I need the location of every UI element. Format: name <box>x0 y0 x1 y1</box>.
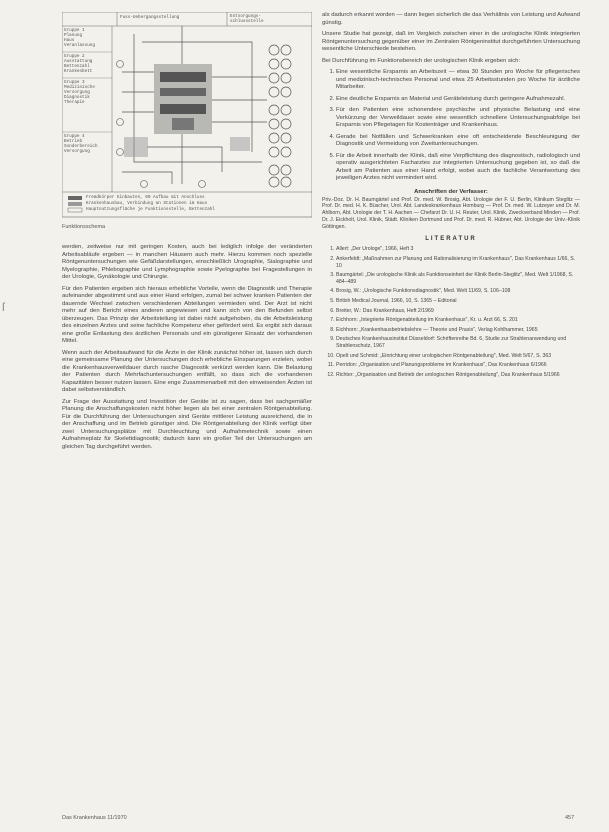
footer-journal: Das Krankenhaus 11/1970 <box>62 815 127 821</box>
reference-item: 2. Ankerfeldt: „Maßnahmen zur Planung und Rationalisierung im Krankenhaus", Das Krankenhaus 1/66, S. 10 <box>336 256 580 269</box>
left-paragraph-3: Wenn auch der Arbeitsaufwand für die Ärzte in der Klinik zunächst höher ist, lassen sich durch eine gemeinsame Planung der Untersuchungen doch erhebliche Einsparungen erzielen, wobei die Krankenhausverweildauer durch rasche Diagnostik verkürzt werden kann. Die Belastung der Patienten durch Mehrfachuntersuchungen entfällt, so dass sich die vorhandenen Kapazitäten besser nutzen lassen. Eine enge Zusammenarbeit mit den einweisenden Ärzten ist dabei selbstverständlich. <box>62 349 312 393</box>
list-item: 2. Eine deutliche Ersparnis an Material und Geräteleistung durch geringere Aufnahmezahl. <box>336 96 580 104</box>
reference-item: 5. British Medical Journal, 1966, 10, S. 1365 – Editorial <box>336 298 580 305</box>
function-diagram <box>62 12 312 222</box>
diagram-legend-1: Fremdkörper Einbauten, 00 Aufbau mit Anschluss <box>86 195 205 200</box>
right-paragraph-3: Bei Durchführung im Funktionsbereich der urologischen Klinik ergeben sich: <box>322 57 521 64</box>
reference-item: 11. Perridon: „Organisation und Planungsprobleme im Krankenhaus", Das Krankenhaus 6/1966 <box>336 362 580 369</box>
diagram-group-4: Gruppe 4 Betrieb Sonderbereich Versorgung <box>64 134 98 154</box>
diagram-legend-2: Krankenhausbau, Verbindung an Stationen im Haus <box>86 201 208 206</box>
reference-item: 7. Eichhorn: „Integrierte Röntgenabteilung im Krankenhaus", Kr. u. Arzt 66, S. 201 <box>336 317 580 324</box>
reference-list <box>322 246 580 378</box>
list-item: 3. Für den Patienten eine schonendere psychische und physische Belastung und eine Verkürzung der Verweildauer sowie eine wesentlich schnellere Untersuchungsabfolge bei Ersparnis von Pflegetagen für Kostenträger und Krankenhaus. <box>336 107 580 130</box>
right-paragraph-1: als dadurch erkannt worden — dann liegen sicherlich die das Verhältnis von Leistung und Aufwand günstig. <box>322 12 580 26</box>
list-item: 5. Für die Arbeit innerhalb der Klinik, daß eine Verpflichtung des diagnostisch, radiologisch und operativ ausgerichteten Facharztes zur integrierten Untersuchung gegeben ist, so daß die Arbeit am Patienten aus einer Hand erfolgt, wobei auch die fachliche Verantwortung des jeweiligen Arztes nicht vermindert wird. <box>336 153 580 183</box>
reference-item: 1. Allert: „Der Urologe", 1966, Heft 3 <box>336 246 580 253</box>
reference-item: 10. Opelt und Schmid: „Einrichtung einer urologischen Röntgenabteilung", Med. Welt 5/67, S. 363 <box>336 353 580 360</box>
authors-heading: Anschriften der Verfasser: <box>414 188 488 195</box>
reference-item: 3. Baumgärtel: „Die urologische Klinik als Funktionseinheit der Klinik Berlin-Steglitz", Med. Welt 1/1968, S. 484–489 <box>336 272 580 285</box>
reference-item: 12. Richter: „Organisation und Betrieb der urologischen Röntgenabteilung", Das Krankenhaus 5/1966 <box>336 372 580 379</box>
left-column <box>62 12 312 455</box>
diagram-group-3: Gruppe 3 Medizinische Versorgung Diagnostik Therapie <box>64 80 95 105</box>
scan-edge-mark: ſ <box>2 300 5 314</box>
reference-item: 8. Eichhorn: „Krankenhausbetriebslehre — Theorie und Praxis", Verlag Kohlhammer, 1965 <box>336 327 580 334</box>
diagram-header-left: Fuss-Uebergangsstellung <box>120 15 180 20</box>
diagram-header-right: Entsorgungs- schlussstelle <box>230 14 264 24</box>
reference-item: 9. Deutsches Krankenhausinstitut Düsseldorf: Schriftenreihe Bd. 6, Studie zur Strahlenanwendung und Strahlenschutz, 1967 <box>336 336 580 349</box>
diagram-legend-3: Hauptnutzungsfläche je Funktionsstelle, Bettenzahl <box>86 207 215 212</box>
diagram-group-1: Gruppe 1 Planung Haus Veranlassung <box>64 28 95 48</box>
left-paragraph-1: werden, zeitweise nur mit geringen Kosten, auch bei lediglich infolge der veränderten Arbeitsabläufe ergeben — in manchen Häusern auch mehr. Hierzu kommen noch spezielle Röntgenuntersuchungen wie Gefäßdarstellungen, einschließlich Urographie, Sialographie und Myelographie, Phlebographie und Lymphographie sowie Pyelographie bei Fragestellungen in der Urologie, Gynäkologie und Chirurgie. <box>62 244 312 280</box>
page-number: 457 <box>565 815 575 821</box>
right-column <box>322 12 580 381</box>
diagram-graphic <box>62 12 312 222</box>
list-item: 1. Eine wesentliche Ersparnis an Arbeitszeit — etwa 30 Stunden pro Woche für pflegerisches und medizinisch-technisches Personal und etwa 25 Arbeitsstunden pro Woche für ärztliche Mitarbeiter. <box>336 69 580 92</box>
literature-heading: LITERATUR <box>425 236 477 243</box>
left-paragraph-4: Zur Frage der Ausstattung und Investition der Geräte ist zu sagen, dass bei sachgemäßer Planung die Anschaffungskosten nicht höher liegen als bei einer zentralen Röntgenabteilung. Für die Durchführung der Untersuchungen sind Geräte mittlerer Leistung ausreichend, die in der Anschaffung und im Betrieb günstiger sind. Die Röntgenabteilung der Klinik verfügt über zwei Untersuchungsplätze mit Durchleuchtung und Aufnahmetechnik sowie einen Aufnahmeplatz für Skelettdiagnostik; dadurch kann ein großer Teil der Untersuchungen am gleichen Tag durchgeführt werden. <box>62 398 312 450</box>
left-paragraph-2: Für den Patienten ergeben sich hieraus erhebliche Vorteile, wenn die Diagnostik und Therapie aufeinander abgestimmt und aus einer Hand erfolgen, zumal bei schwer kranken Patienten der dauernde Wechsel zwischen verschiedenen Abteilungen vermieden wird. Der Arzt ist nicht mehr auf den Bericht eines anderen angewiesen und kann sich von den Befunden selbst überzeugen. Das Prinzip der Arbeitsteilung ist dabei nicht aufgehoben, da die Arbeitsleistung des einzelnen Arztes und seine fachliche Kompetenz eher gefördert wird. Es ergibt sich daraus eine große Entlastung des ärztlichen Personals und ein günstigerer Einsatz der vorhandenen Mittel. <box>62 285 312 344</box>
reference-item: 4. Brosig, W.: „Urologische Funktionsdiagnostik", Med. Welt 11/69, S. 106–108 <box>336 288 580 295</box>
figure-caption: Funktionsschema <box>62 224 106 230</box>
reference-item: 6. Breiter, W.: Das Krankenhaus, Heft 2/1969 <box>336 308 580 315</box>
findings-list <box>322 69 580 183</box>
list-item: 4. Gerade bei Notfällen und Schwerkranken eine oft entscheidende Beschleunigung der Diagnostik und Vermeidung von Zweituntersuchungen. <box>336 134 580 149</box>
right-paragraph-2: Unsere Studie hat gezeigt, daß im Vergleich zwischen einer in die urologische Klinik integrierten Röntgenuntersuchung gegenüber einer im Zentralen Röntgeninstitut durchgeführten Untersuchung wesentliche Unterschiede bestehen. <box>322 31 580 52</box>
diagram-group-2: Gruppe 2 Ausstattung Bettenzahl Krankenbett <box>64 54 93 74</box>
authors-text: Priv.-Doz. Dr. H. Baumgärtel und Prof. Dr. med. W. Brosig, Abt. Urologie der F. U. Berlin, Klinikum Steglitz — Prof. Dr. med. H. K. Büscher, Urol. Abt. Landeskrankenhaus Homburg — Prof. Dr. med. W. Lutzeyer und Dr. M. Ahlborn, Abt. Urologie der T. H. Aachen — Chefarzt Dr. U. H. Reuter, Urol. Klinik, Zweckverband Minden — Prof. Dr. J. Eickholt, Urol. Klinik, Städt. Kliniken Dortmund und Prof. Dr. med. R. Hübner, Abt. Urologie der Univ.-Klinik Göttingen. <box>322 196 580 230</box>
